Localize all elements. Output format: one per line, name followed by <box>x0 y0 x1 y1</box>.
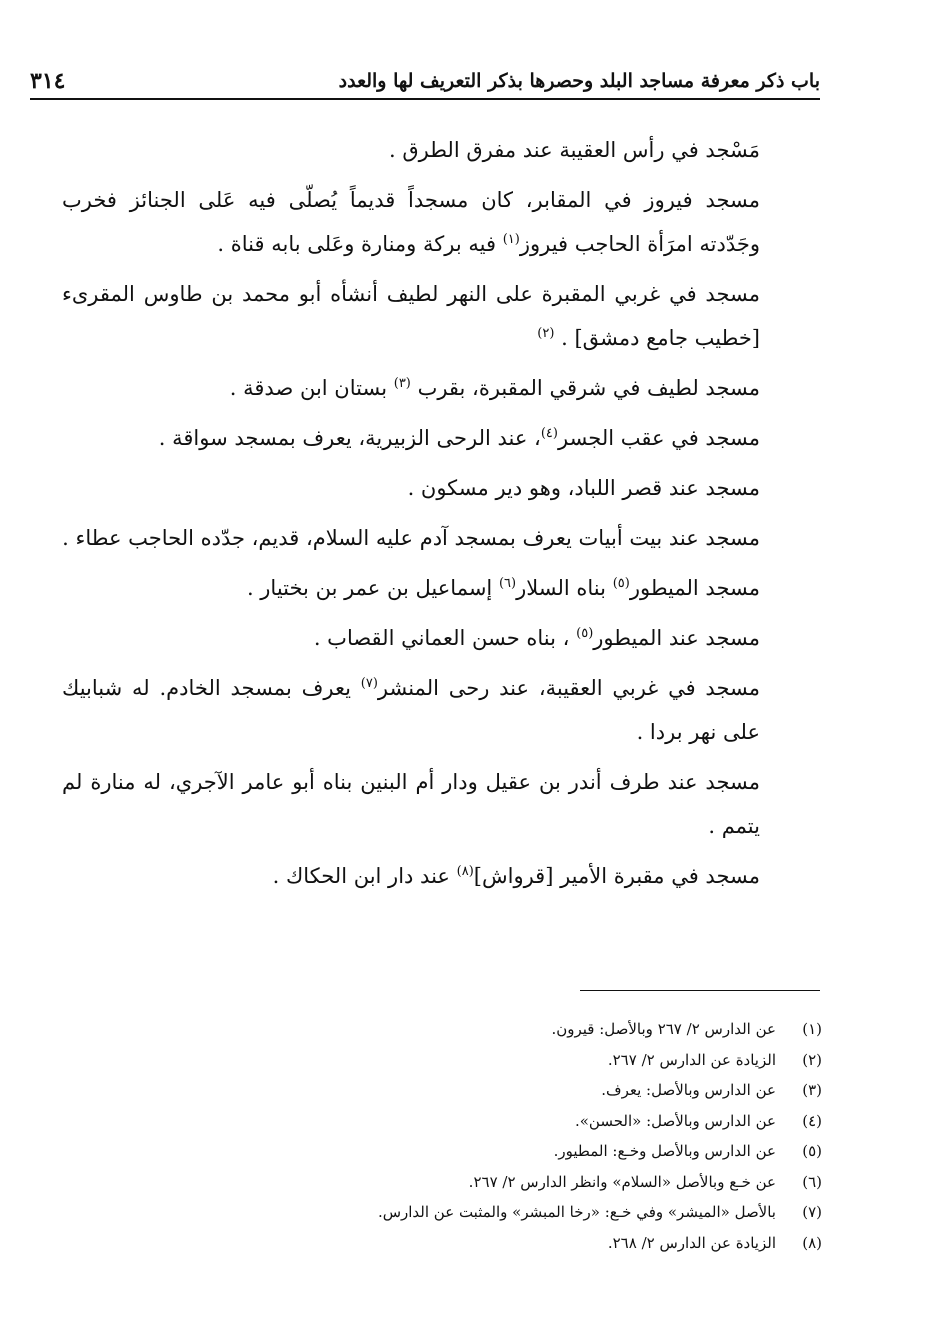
paragraph-6 <box>62 466 818 510</box>
footnote-reference: (٥) <box>612 576 630 591</box>
paragraph-text: عند دار ابن الحكاك . <box>272 864 450 888</box>
footnote-reference: (٧) <box>360 676 378 691</box>
paragraph-text: فيه بركة ومنارة وعَلى بابه قناة . <box>217 232 496 256</box>
paragraph-1 <box>62 128 818 172</box>
footnote-reference: (١) <box>502 232 520 247</box>
footnote-number: (٢) <box>802 1050 822 1069</box>
footnote-number: (٥) <box>802 1142 822 1160</box>
footnote-text: الزيادة عن الدارس ٢/ ٢٦٧. <box>607 1050 776 1069</box>
footnote-reference: (٨) <box>456 864 474 879</box>
footnote-number: (٣) <box>802 1081 822 1099</box>
main-text <box>62 128 818 904</box>
paragraph-9 <box>62 616 818 660</box>
paragraph-10 <box>62 666 818 754</box>
footnote-number: (٦) <box>802 1172 822 1191</box>
paragraph-3 <box>62 272 818 360</box>
paragraph-text: إسماعيل بن عمر بن بختيار . <box>246 576 493 600</box>
paragraph-text: مسجد في مقبرة الأمير [قرواش] <box>473 864 760 888</box>
page-header <box>30 60 820 100</box>
paragraph-text: مسجد عند طرف أندر بن عقيل ودار أم البنين بناه أبو عامر الآجري، له منارة لم يتمم . <box>62 770 760 838</box>
footnote-8 <box>120 1228 822 1259</box>
footnote-text: الزيادة عن الدارس ٢/ ٢٦٨. <box>607 1233 776 1252</box>
footnote-reference: (٣) <box>393 376 411 391</box>
footnote-reference: (٤) <box>540 426 558 441</box>
paragraph-text: مسجد عند الميطور <box>593 626 760 650</box>
paragraph-text: مسجد في غربي المقبرة على النهر لطيف أنشأه أبو محمد بن طاوس المقرىء [خطيب جامع دمشق] . <box>62 282 760 350</box>
footnote-reference: (٢) <box>537 326 555 341</box>
paragraph-7 <box>62 516 818 560</box>
header-rule <box>30 98 820 100</box>
footnote-1 <box>120 1014 822 1045</box>
paragraph-2 <box>62 178 818 266</box>
running-title: باب ذكر معرفة مساجد البلد وحصرها بذكر التعريف لها والعدد <box>338 70 820 92</box>
footnote-number: (٨) <box>802 1233 822 1252</box>
footnote-separator <box>580 990 820 991</box>
footnote-3 <box>120 1075 822 1106</box>
paragraph-text: يعرف بمسجد الخادم. له شبابيك على نهر بردا . <box>62 676 760 744</box>
footnote-text: عن الدارس ٢/ ٢٦٧ وبالأصل: قيرون. <box>551 1020 776 1038</box>
paragraph-5 <box>62 416 818 460</box>
footnote-text: عن الدارس وبالأصل: «الحسن». <box>574 1111 776 1130</box>
paragraph-text: مسجد عند بيت أبيات يعرف بمسجد آدم عليه السلام، قديم، جدّده الحاجب عطاء . <box>62 526 760 550</box>
footnote-6 <box>120 1167 822 1198</box>
paragraph-text: مسجد في غربي العقيبة، عند رحى المنشر <box>377 676 760 700</box>
paragraph-text: ، عند الرحى الزبيرية، يعرف بمسجد سواقة . <box>158 426 541 450</box>
footnote-number: (٤) <box>802 1111 822 1130</box>
footnote-text: عن الدارس وبالأصل: يعرف. <box>601 1081 776 1099</box>
paragraph-text: مسجد في عقب الجسر <box>557 426 760 450</box>
footnote-number: (٧) <box>802 1203 822 1221</box>
paragraph-text: مسجد عند قصر اللباد، وهو دير مسكون . <box>407 476 760 500</box>
paragraph-text: مَسْجد في رأس العقيبة عند مفرق الطرق . <box>388 138 760 162</box>
footnote-text: عن الدارس وبالأصل وخـع: المطيور. <box>553 1142 776 1160</box>
paragraph-text: بناه السلار <box>516 576 606 600</box>
footnote-2 <box>120 1045 822 1076</box>
paragraph-4 <box>62 366 818 410</box>
footnote-text: بالأصل «الميشر» وفي خـع: «رخا المبشر» والمثبت عن الدارس. <box>377 1203 776 1221</box>
footnotes <box>120 1014 822 1258</box>
footnote-reference: (٥) <box>576 626 594 641</box>
page-number: ٣١٤ <box>30 68 66 94</box>
footnote-reference: (٦) <box>498 576 517 591</box>
paragraph-text: مسجد لطيف في شرقي المقبرة، بقرب <box>417 376 760 400</box>
paragraph-8 <box>62 566 818 610</box>
footnote-number: (١) <box>802 1020 822 1038</box>
paragraph-text: مسجد الميطور <box>629 576 760 600</box>
footnote-7 <box>120 1197 822 1228</box>
paragraph-12 <box>62 854 818 898</box>
paragraph-text: مسجد فيروز في المقابر، كان مسجداً قديماً يُصلّى فيه عَلى الجنائز فخرب وجَدّدته امرَأة الحاجب فيروز <box>62 188 760 256</box>
paragraph-11 <box>62 760 818 848</box>
paragraph-text: ، بناه حسن العماني القصاب . <box>313 626 570 650</box>
footnote-text: عن خـع وبالأصل «السلام» وانظر الدارس ٢/ ٢٦٧. <box>468 1172 776 1191</box>
paragraph-text: بستان ابن صدقة . <box>229 376 388 400</box>
footnote-4 <box>120 1106 822 1137</box>
footnote-5 <box>120 1136 822 1167</box>
